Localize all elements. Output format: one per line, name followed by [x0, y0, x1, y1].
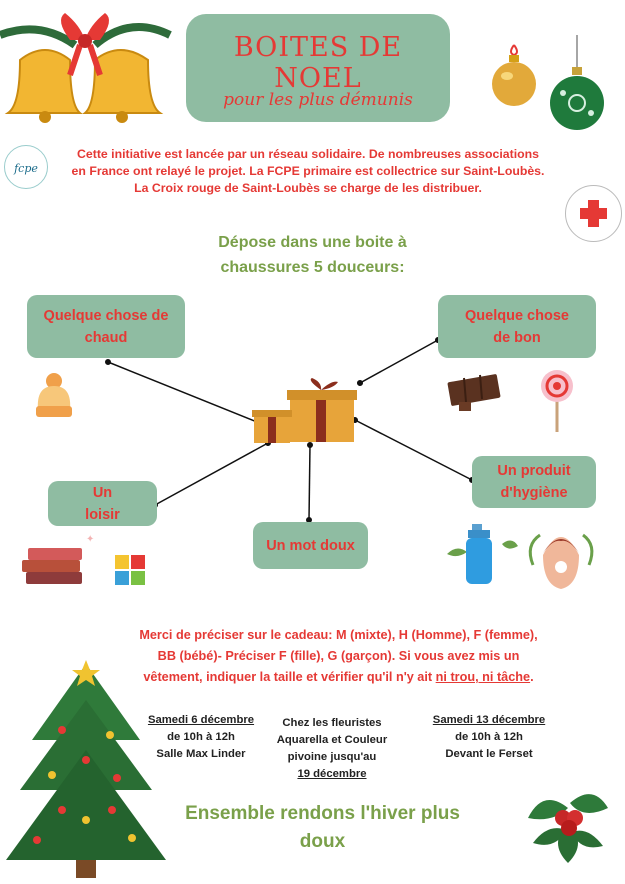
svg-text:✦: ✦ [86, 534, 95, 545]
face-care-icon [525, 525, 597, 593]
date-1-place: Salle Max Linder [156, 748, 246, 760]
item-box-loisir [48, 481, 157, 526]
date-block-3 [425, 712, 553, 763]
date-block-2 [272, 715, 392, 783]
intro-line: La Croix rouge de Saint-Loubès se charge de les distribuer. [134, 181, 482, 195]
intro-line: Cette initiative est lancée par un réseau solidaire. De nombreuses associations [77, 147, 539, 161]
holly-icon [518, 768, 618, 868]
merci-line3-underlined: ni trou, ni tâche [435, 670, 531, 684]
merci-line3-end: . [530, 670, 534, 684]
closing-line: doux [299, 831, 346, 852]
item-bon-line: de bon [493, 329, 541, 346]
books-icon [18, 530, 95, 590]
date-3-time: de 10h à 12h [455, 731, 523, 743]
item-bon-line: Quelque chose [465, 307, 569, 324]
puzzle-icon [113, 553, 149, 589]
item-loisir-line: Un [92, 484, 113, 501]
date-2-line: Aquarella et Couleur [276, 734, 388, 746]
date-block-1 [140, 712, 262, 763]
intro-line: en France ont relayé le projet. La FCPE primaire est collectrice sur Saint-Loubès. [71, 164, 545, 178]
lollipop-icon [537, 368, 577, 434]
page-subtitle: pour les plus démunis [223, 90, 413, 110]
chocolate-icon [444, 372, 504, 414]
item-box-mot-doux [253, 522, 368, 569]
date-3-place: Devant le Ferset [445, 748, 533, 760]
closing-slogan [170, 800, 475, 856]
item-loisir-line: loisir [85, 506, 120, 523]
date-2-line: pivoine jusqu'au [287, 751, 377, 763]
item-hygiene-line: d'hygiène [500, 485, 568, 501]
gift-icon [252, 380, 362, 450]
depose-line: Dépose dans une boite à [218, 234, 407, 251]
date-2-line: Chez les fleuristes [282, 717, 382, 729]
item-chaud-line: Quelque chose de [43, 307, 169, 324]
date-1-date: Samedi 6 décembre [147, 714, 255, 726]
christmas-tree-icon [2, 660, 170, 880]
closing-line: Ensemble rendons l'hiver plus [185, 803, 460, 824]
item-hygiene-line: Un produit [497, 463, 571, 479]
merci-line: BB (bébé)- Préciser F (fille), G (garçon). Si vous avez mis un [157, 649, 520, 663]
soap-icon [442, 524, 520, 588]
item-box-hygiene [472, 456, 596, 508]
item-chaud-line: chaud [84, 329, 128, 346]
hat-icon [33, 372, 75, 420]
date-1-time: de 10h à 12h [167, 731, 235, 743]
date-2-date: 19 décembre [297, 768, 367, 780]
item-box-chaud [27, 295, 185, 358]
merci-line: Merci de préciser sur le cadeau: M (mixte), H (Homme), F (femme), [139, 628, 538, 642]
depose-line: chaussures 5 douceurs: [220, 259, 405, 276]
item-mot-doux-label: Un mot doux [266, 537, 355, 554]
item-box-bon [438, 295, 596, 358]
page-title: BOITES DE NOEL [233, 32, 403, 94]
merci-line3-start: vêtement, indiquer la taille et vérifier qu'il n'y ait [143, 670, 436, 684]
fcpe-logo-text: fcpe [14, 162, 38, 175]
date-3-date: Samedi 13 décembre [432, 714, 546, 726]
